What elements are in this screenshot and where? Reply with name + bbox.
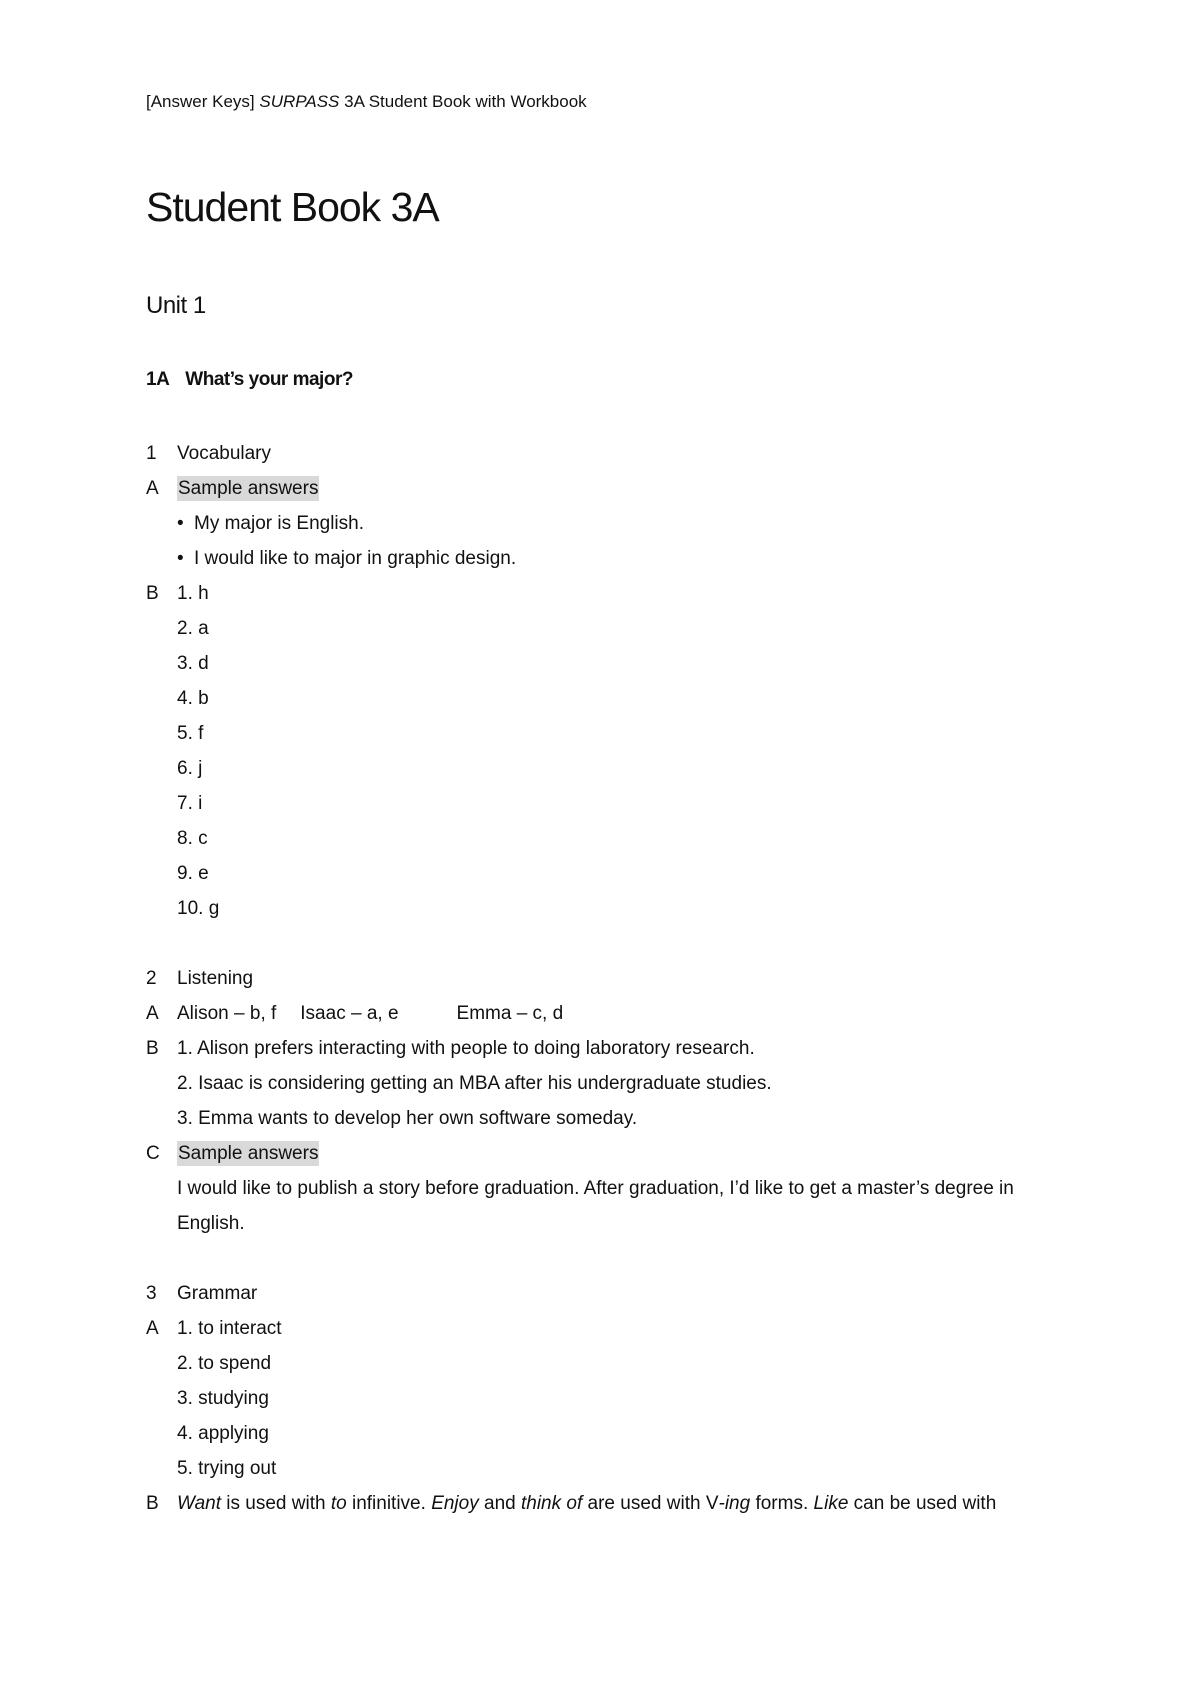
sample-paragraph: I would like to publish a story before graduation. After graduation, I’d like to get a master’s degree in English. <box>177 1178 1014 1234</box>
header-prefix: [Answer Keys] <box>146 92 255 111</box>
answer-item: 7. i <box>177 793 203 814</box>
answer-item: 3. Emma wants to develop her own software someday. <box>177 1108 638 1129</box>
item-label: B <box>146 1038 159 1059</box>
bullet-item <box>177 546 516 572</box>
item-label: B <box>146 583 159 604</box>
lesson-title <box>146 369 353 391</box>
text-fragment: and <box>478 1493 521 1514</box>
sample-answers-highlight: Sample answers <box>178 478 319 499</box>
section-name: Listening <box>177 968 254 989</box>
text-fragment: forms. <box>750 1493 814 1514</box>
item-label: B <box>146 1493 159 1514</box>
item-label: A <box>146 1003 159 1024</box>
answer-item: 5. f <box>177 723 204 744</box>
section-number: 3 <box>146 1283 157 1304</box>
sample-answers-row <box>177 1141 319 1167</box>
answer-item: 4. applying <box>177 1423 269 1444</box>
answer-item: 4. b <box>177 688 209 709</box>
bullet-item <box>177 511 364 537</box>
running-header <box>146 92 587 112</box>
answer-isaac: Isaac – a, e <box>300 1003 399 1024</box>
answer-item: 5. trying out <box>177 1458 277 1479</box>
text-fragment: infinitive. <box>346 1493 432 1514</box>
section-number: 1 <box>146 443 157 464</box>
term-enjoy: Enjoy <box>431 1493 479 1514</box>
lesson-heading-text: What’s your major? <box>185 369 353 390</box>
answer-item: 1. Alison prefers interacting with people to doing laboratory research. <box>177 1038 755 1059</box>
answer-item: 2. to spend <box>177 1353 272 1374</box>
answer-item: 2. Isaac is considering getting an MBA after his undergraduate studies. <box>177 1073 772 1094</box>
text-fragment: are used with V <box>582 1493 719 1514</box>
bullet-marker: • <box>177 548 184 569</box>
term-to: to <box>330 1493 347 1514</box>
item-label: A <box>146 478 159 499</box>
grammar-explanation <box>177 1491 996 1517</box>
answer-item: 2. a <box>177 618 209 639</box>
matching-answers <box>177 1001 563 1027</box>
bullet-marker: • <box>177 513 184 534</box>
answer-item: 1. to interact <box>177 1318 282 1339</box>
bullet-text: My major is English. <box>194 513 364 534</box>
answer-item: 8. c <box>177 828 208 849</box>
section-name: Grammar <box>177 1283 258 1304</box>
answer-item: 3. d <box>177 653 209 674</box>
sample-answers-row <box>177 476 319 502</box>
answer-item: 10. g <box>177 898 220 919</box>
answer-emma: Emma – c, d <box>456 1003 564 1024</box>
answer-item: 3. studying <box>177 1388 269 1409</box>
unit-title: Unit 1 <box>146 292 206 319</box>
answer-alison: Alison – b, f <box>177 1003 277 1024</box>
text-fragment: is used with <box>221 1493 331 1514</box>
header-suffix: 3A Student Book with Workbook <box>344 92 587 111</box>
bullet-text: I would like to major in graphic design. <box>194 548 517 569</box>
sample-answers-highlight: Sample answers <box>178 1143 319 1164</box>
section-name: Vocabulary <box>177 443 272 464</box>
answer-item: 9. e <box>177 863 209 884</box>
header-series: SURPASS <box>259 92 340 111</box>
term-ing: -ing <box>718 1493 751 1514</box>
term-like: Like <box>813 1493 849 1514</box>
section-number: 2 <box>146 968 157 989</box>
item-label: C <box>146 1143 160 1164</box>
lesson-code: 1A <box>146 369 170 390</box>
document-title: Student Book 3A <box>146 184 439 230</box>
answer-item: 1. h <box>177 583 209 604</box>
answer-item: 6. j <box>177 758 203 779</box>
term-think-of: think of <box>520 1493 583 1514</box>
text-fragment: can be used with <box>848 1493 997 1514</box>
term-want: Want <box>177 1493 222 1514</box>
item-label: A <box>146 1318 159 1339</box>
